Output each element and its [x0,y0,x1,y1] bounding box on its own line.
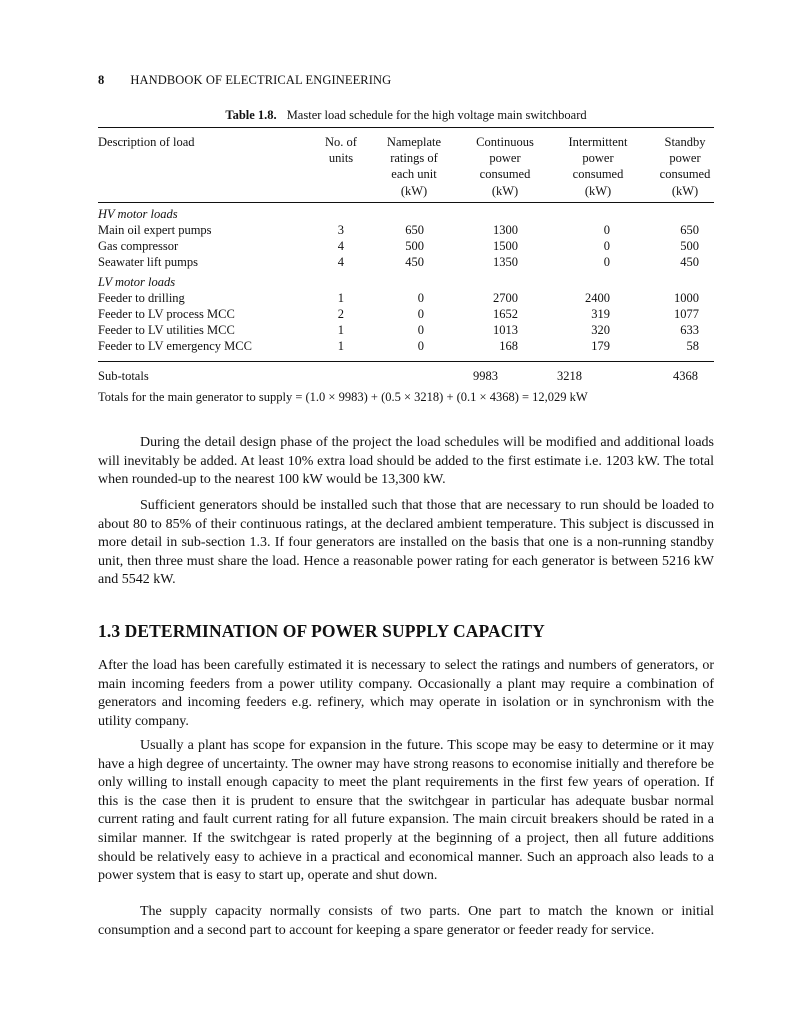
row-description: Feeder to LV utilities MCC [98,323,235,337]
row-standby: 1000 [674,291,699,305]
col-header-line: consumed [659,167,711,182]
row-nameplate: 0 [417,339,424,353]
row-intermittent: 0 [603,255,610,269]
row-standby: 650 [680,223,699,237]
row-description: Seawater lift pumps [98,255,198,269]
row-nameplate: 0 [417,307,424,321]
col-header-line: consumed [479,167,531,182]
row-continuous: 1013 [493,323,518,337]
running-header [98,73,391,88]
page-number: 8 [98,73,105,87]
col-header-line: (kW) [671,183,699,198]
group-title-hv: HV motor loads [98,207,178,221]
row-units: 4 [337,255,344,269]
row-description: Feeder to LV process MCC [98,307,235,321]
row-standby: 450 [680,255,699,269]
running-title: HANDBOOK OF ELECTRICAL ENGINEERING [130,73,392,87]
row-intermittent: 0 [603,239,610,253]
row-intermittent: 319 [591,307,610,321]
row-standby: 58 [686,339,699,353]
row-continuous: 1500 [493,239,518,253]
col-header-line: each unit [391,167,437,182]
table-header-rule [98,202,714,203]
col-header-line: Nameplate [386,135,442,149]
subtotal-standby: 4368 [673,369,698,383]
col-header-line: No. of [325,135,357,149]
row-units: 2 [337,307,344,321]
section-heading: 1.3 DETERMINATION OF POWER SUPPLY CAPACITY [98,621,545,641]
col-header-line: Intermittent [568,135,628,149]
body-paragraph: Sufficient generators should be installed such that those that are necessary to run should be loaded to about 80 to 85% of their continuous ratings, at the declared ambient temperature. This subject is discussed in more detail in sub-section 1.3. If four generators are installed on the basis that one is a non-running standby unit, then three must share the load. Hence a reasonable power rating for each generator is between 5216 kW and 5542 kW. [98,498,714,588]
col-header-intermittent [552,134,644,199]
row-continuous: 168 [499,339,518,353]
col-header-line: (kW) [584,183,612,198]
table-caption-text: Master load schedule for the high voltage main switchboard [286,108,587,122]
row-nameplate: 450 [405,255,424,269]
row-units: 3 [337,223,344,237]
col-header-line: power [669,151,701,166]
col-header-line: (kW) [400,183,428,198]
col-header-nameplate [372,134,456,199]
col-header-line: (kW) [491,183,519,198]
section-paragraph: After the load has been carefully estimated it is necessary to select the ratings and numbers of generators, or main incoming feeders from a power utility company. Occasionally a plant may require a combination of generators and incoming feeders e.g. refinery, which may operate in isolation or in synchronism with the utility company. [98,658,714,729]
row-units: 4 [337,239,344,253]
col-header-line: power [489,151,521,166]
subtotal-intermittent: 3218 [557,369,582,383]
totals-line: Totals for the main generator to supply = (1.0 × 9983) + (0.5 × 3218) + (0.1 × 4368) = 12,029 kW [98,390,588,404]
col-header-line: consumed [572,167,624,182]
table-caption [98,108,714,123]
subtotals-label: Sub-totals [98,369,149,383]
col-header-line: units [328,151,354,166]
body-paragraph: During the detail design phase of the project the load schedules will be modified and additional loads will inevitably be added. At least 10% extra load should be added to the first estimate i.e. 1203 kW. The total when rounded-up to the nearest 100 kW would be 13,300 kW. [98,435,714,488]
group-title-lv: LV motor loads [98,275,176,289]
col-header-line: ratings of [390,151,438,166]
row-standby: 500 [680,239,699,253]
row-intermittent: 179 [591,339,610,353]
row-standby: 633 [680,323,699,337]
table-subtotal-rule [98,361,714,362]
row-nameplate: 0 [417,323,424,337]
row-units: 1 [337,323,344,337]
row-nameplate: 650 [405,223,424,237]
table-top-rule [98,127,714,128]
row-description: Main oil expert pumps [98,223,212,237]
col-header-units [308,134,374,166]
row-continuous: 2700 [493,291,518,305]
row-continuous: 1300 [493,223,518,237]
row-units: 1 [337,291,344,305]
col-header-standby [650,134,720,199]
section-paragraph: Usually a plant has scope for expansion in the future. This scope may be easy to determine or it may have a high degree of uncertainty. The owner may have strong reasons to economise initially and therefore be only willing to install enough capacity to meet the plant requirements in the first few years of operation. If this is the case then it is prudent to ensure that the switchgear in particular has adequate busbar normal current rating and fault current rating for all future expansion. The main circuit breakers should be rated in a similar manner. If the switchgear is rated properly at the beginning of a project, then all future additions should be relatively easy to achieve in a practical and economical manner. Such an approach also leads to a power system that is easy to start up, operate and shut down. [98,738,714,884]
col-header-continuous [460,134,550,199]
row-intermittent: 2400 [585,291,610,305]
row-units: 1 [337,339,344,353]
row-intermittent: 0 [603,223,610,237]
subtotal-continuous: 9983 [473,369,498,383]
col-header-line: power [582,151,614,166]
col-header-description: Description of load [98,135,195,149]
row-description: Gas compressor [98,239,179,253]
row-standby: 1077 [674,307,699,321]
row-nameplate: 0 [417,291,424,305]
col-header-line: Standby [664,135,706,149]
row-continuous: 1652 [493,307,518,321]
row-nameplate: 500 [405,239,424,253]
row-continuous: 1350 [493,255,518,269]
row-description: Feeder to drilling [98,291,185,305]
col-header-line: Continuous [476,135,534,149]
table-label: Table 1.8. [225,108,277,122]
row-intermittent: 320 [591,323,610,337]
section-paragraph: The supply capacity normally consists of two parts. One part to match the known or initial consumption and a second part to account for keeping a spare generator or feeder ready for service. [98,904,714,938]
row-description: Feeder to LV emergency MCC [98,339,252,353]
